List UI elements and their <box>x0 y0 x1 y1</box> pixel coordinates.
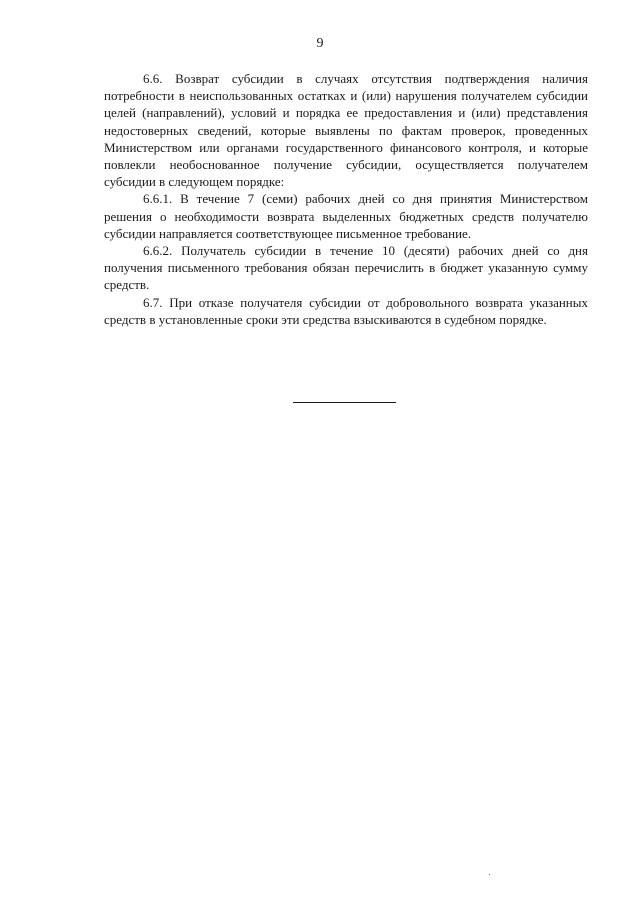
end-of-text-separator <box>293 402 396 403</box>
scan-speck <box>489 874 490 875</box>
paragraph-6-6: 6.6. Возврат субсидии в случаях отсутствия подтверждения наличия потребности в неиспользованных остатках и (или) нарушения получателем субсидии целей (направлений), условий и порядка ее предоставления и (или) представления недостоверных сведений, которые выявлены по фактам проверок, проведенных Министерством или органами государственного финансового контроля, и которые повлекли необоснованное получение субсидии, осуществляется получателем субсидии в следующем порядке: <box>104 71 588 190</box>
page-number: 9 <box>316 36 324 51</box>
paragraph-6-7: 6.7. При отказе получателя субсидии от добровольного возврата указанных средств в установленные сроки эти средства взыскиваются в судебном порядке. <box>104 294 588 327</box>
paragraph-6-6-2: 6.6.2. Получатель субсидии в течение 10 (десяти) рабочих дней со дня получения письменного требования обязан перечислить в бюджет указанную сумму средств. <box>104 243 588 293</box>
paragraph-6-6-1: 6.6.1. В течение 7 (семи) рабочих дней со дня принятия Министерством решения о необходимости возврата выделенных бюджетных средств получателю субсидии направляется соответствующее письменное требование. <box>104 191 588 241</box>
document-body <box>104 70 588 328</box>
